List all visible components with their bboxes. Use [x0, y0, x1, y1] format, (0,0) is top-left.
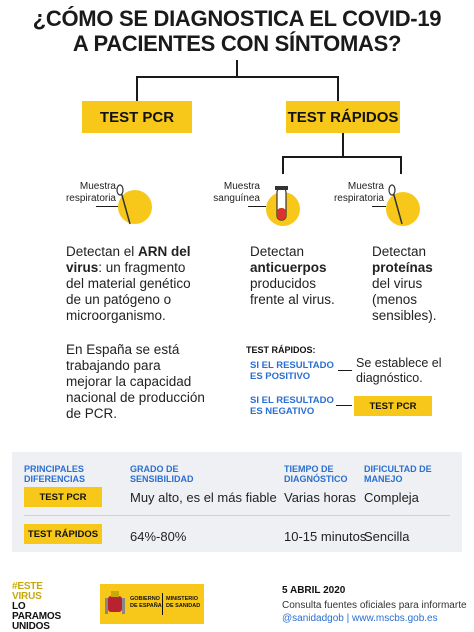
logo-divider	[162, 593, 163, 615]
connector-rapid-right	[400, 156, 402, 174]
consult-text: Consulta fuentes oficiales para informarte	[282, 600, 467, 611]
pcr-production-note: En España se está trabajando para mejorar la capacidad nacional de producción de PCR.	[66, 342, 205, 421]
results-heading: TEST RÁPIDOS:	[246, 345, 316, 355]
test-rapidos-box: TEST RÁPIDOS	[286, 101, 400, 133]
government-label: GOBIERNO DE ESPAÑA	[130, 596, 162, 609]
pcr-description: Detectan el ARN del virus: un fragmento del material genético de un patógeno o microorganismo.	[66, 244, 191, 323]
table-header-sensitivity: GRADO DE SENSIBILIDAD	[130, 464, 194, 484]
connector-rapid-left	[282, 156, 284, 174]
table-header-difficulty: DIFICULTAD DE MANEJO	[364, 464, 432, 484]
table-row-rapid-name: TEST RÁPIDOS	[24, 524, 102, 544]
positive-arrow	[338, 370, 352, 371]
campaign-logo: #ESTE VIRUS LO PARAMOS UNIDOS	[12, 581, 61, 632]
pcr-sample-label: Muestra respiratoria	[65, 181, 116, 204]
swab-icon	[112, 184, 148, 228]
positive-result-text: Se establece el diagnóstico.	[356, 356, 442, 385]
table-row-rapid-difficulty: Sencilla	[364, 529, 410, 544]
negative-arrow	[336, 405, 352, 406]
government-logo	[100, 584, 204, 624]
title-line-2: A PACIENTES CON SÍNTOMAS?	[72, 31, 402, 56]
negative-test-pcr-box: TEST PCR	[354, 396, 432, 416]
connector-pcr	[136, 76, 138, 104]
table-row-pcr-time: Varias horas	[284, 490, 357, 505]
connector-rapid-split	[282, 156, 402, 158]
negative-result-label: SI EL RESULTADO ES NEGATIVO	[250, 395, 334, 417]
connector-horizontal	[136, 76, 338, 78]
coat-of-arms-icon	[104, 590, 126, 618]
connector-rapid-down	[342, 133, 344, 157]
title-line-1: ¿CÓMO SE DIAGNOSTICA EL COVID-19	[32, 6, 442, 31]
rapid-resp-description: Detectan proteínas del virus (menos sensibles).	[372, 244, 437, 323]
ministry-label: MINISTERIO DE SANIDAD	[166, 596, 201, 609]
blood-sample-label: Muestra sanguínea	[213, 181, 260, 204]
blood-sample-pointer	[248, 206, 266, 207]
test-pcr-box: TEST PCR	[82, 101, 192, 133]
table-row-rapid-time: 10-15 minutos	[284, 529, 367, 544]
swab-icon-2	[384, 184, 420, 228]
page-title	[0, 6, 474, 56]
table-divider	[24, 515, 450, 516]
connector-rapid	[337, 76, 339, 104]
table-header-differences: PRINCIPALES DIFERENCIAS	[24, 464, 86, 484]
rapid-blood-description: Detectan anticuerpos producidos frente al virus.	[250, 244, 335, 307]
official-links[interactable]: @sanidadgob | www.mscbs.gob.es	[282, 613, 438, 624]
table-row-pcr-difficulty: Compleja	[364, 490, 419, 505]
connector-top	[236, 60, 238, 76]
publication-date: 5 ABRIL 2020	[282, 585, 346, 596]
table-header-time: TIEMPO DE DIAGNÓSTICO	[284, 464, 348, 484]
test-tube-icon	[266, 184, 296, 230]
table-row-rapid-sensitivity: 64%-80%	[130, 529, 187, 544]
table-row-pcr-name: TEST PCR	[24, 487, 102, 507]
rapid-resp-sample-label: Muestra respiratoria	[333, 181, 384, 204]
table-row-pcr-sensitivity: Muy alto, es el más fiable	[130, 490, 277, 505]
positive-result-label: SI EL RESULTADO ES POSITIVO	[250, 360, 334, 382]
